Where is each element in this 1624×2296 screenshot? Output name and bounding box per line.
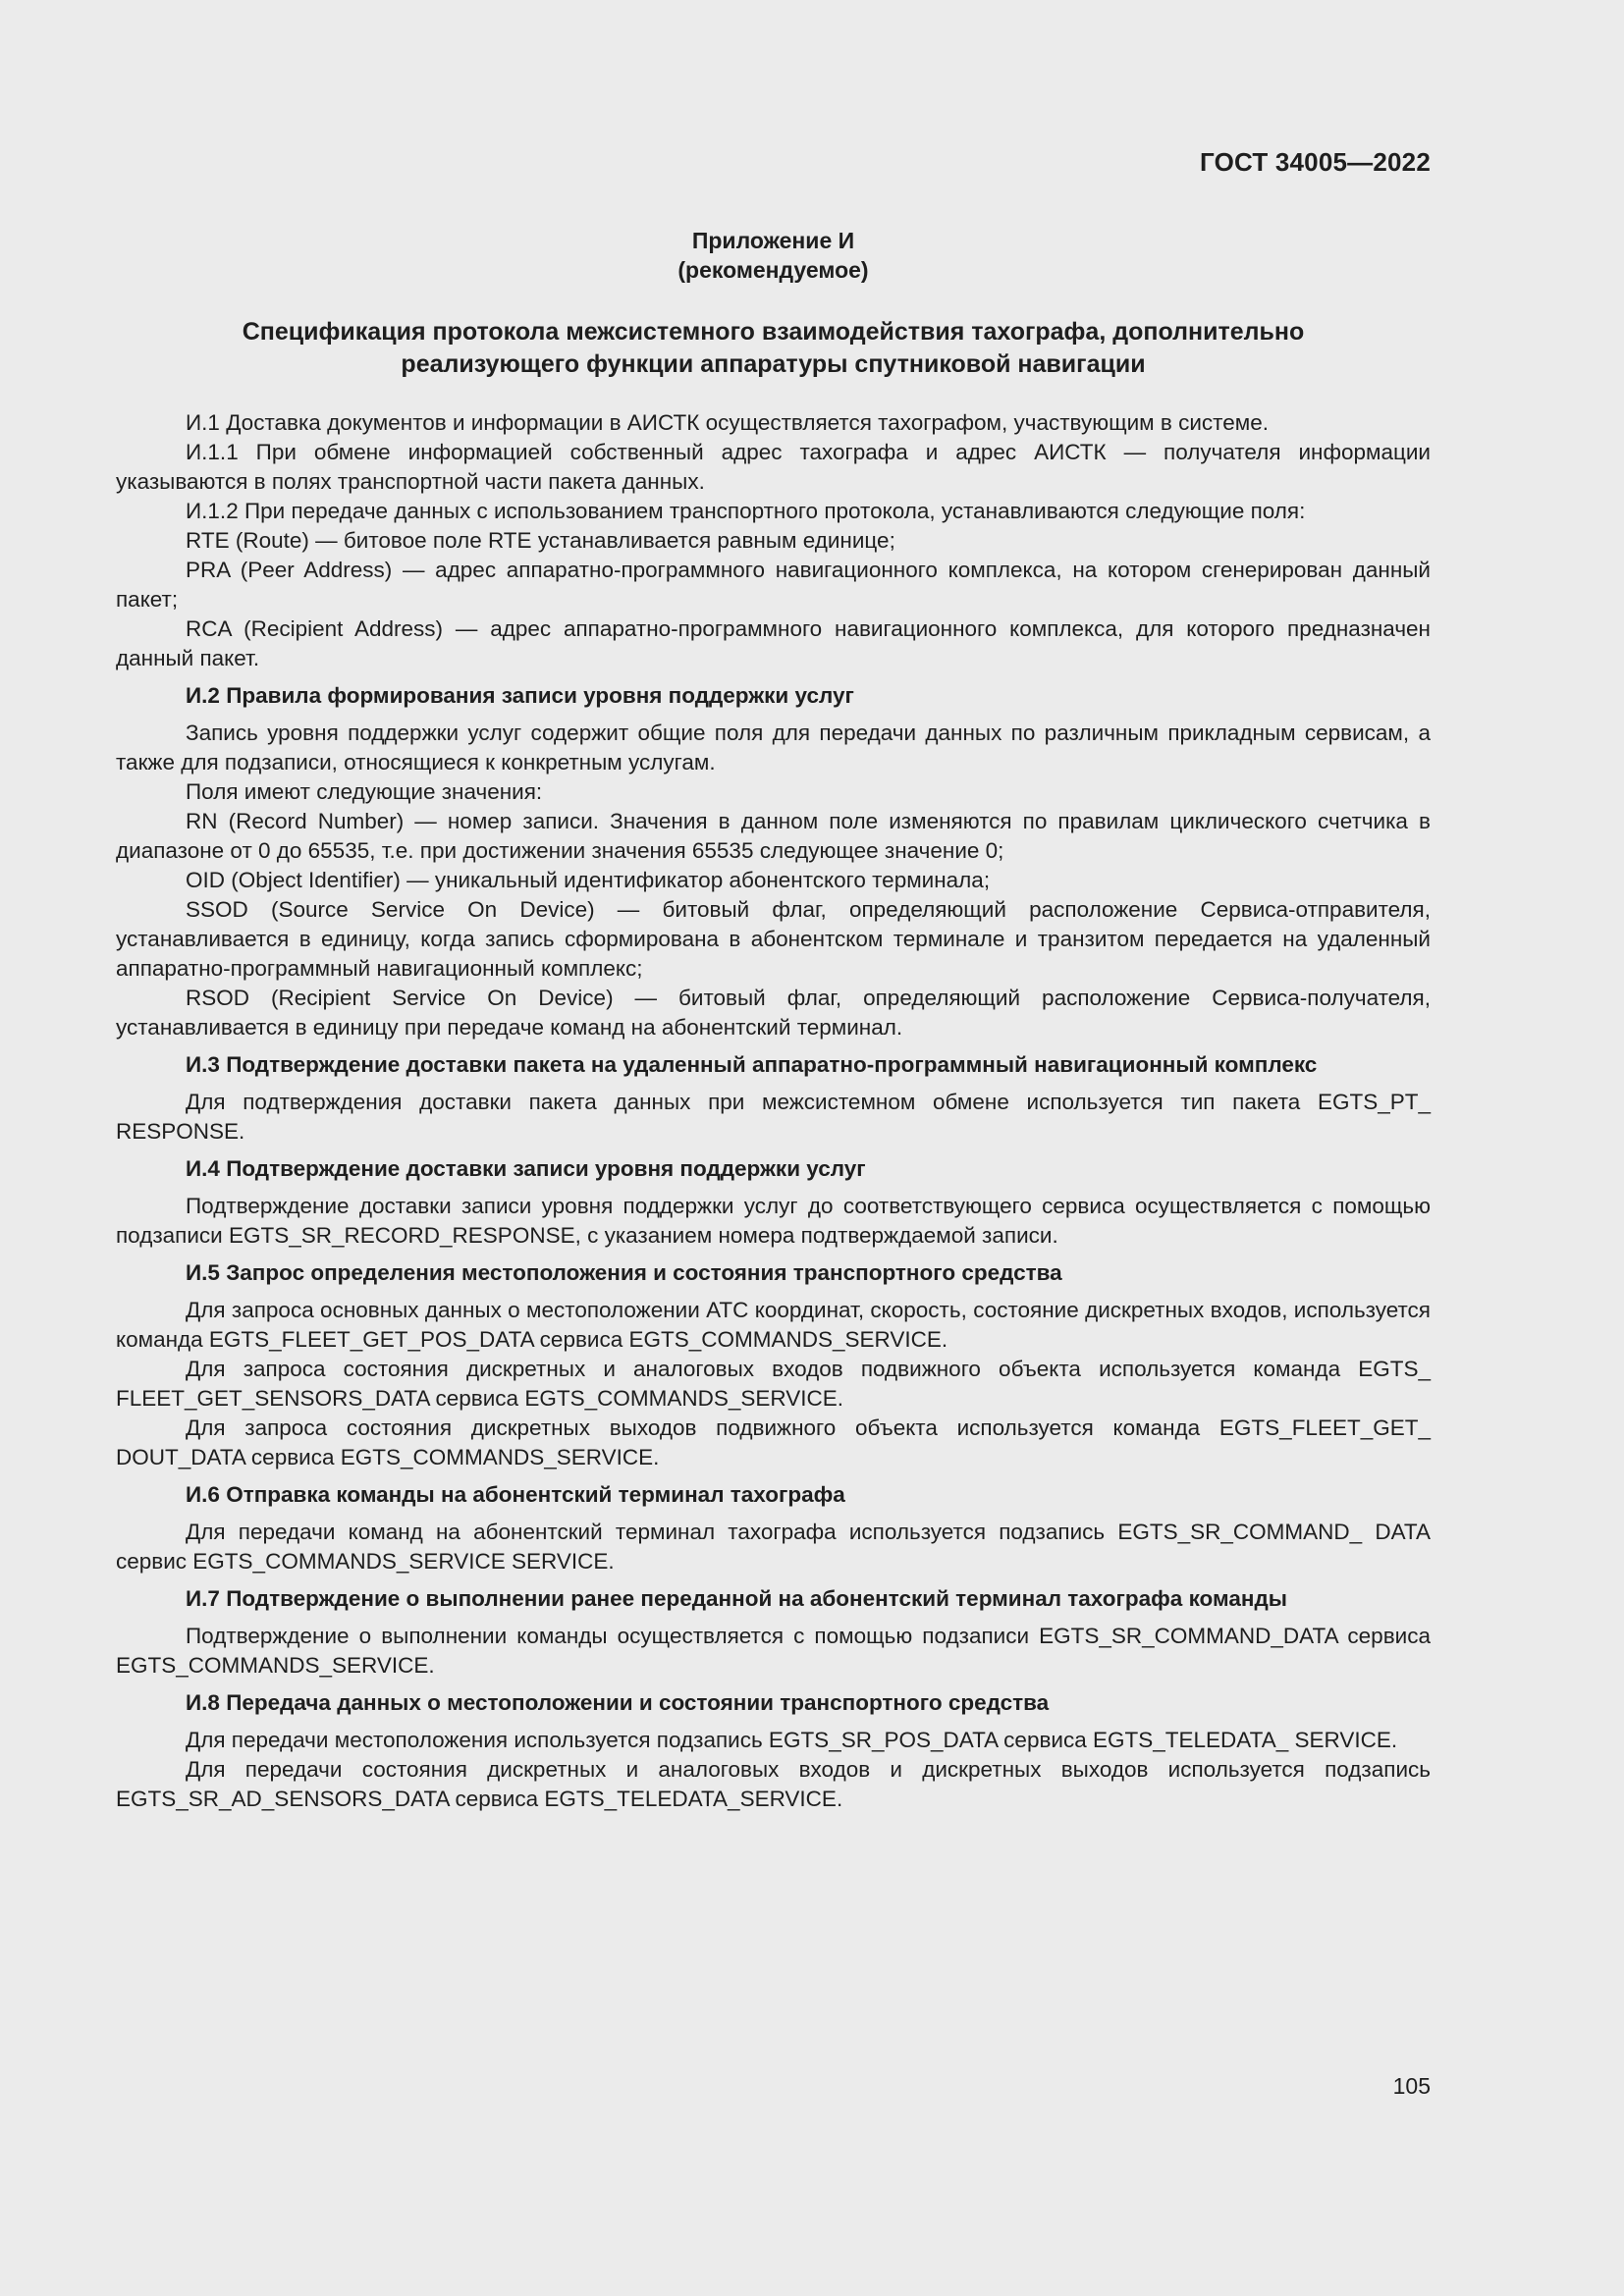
paragraph: PRA (Peer Address) — адрес аппаратно-программного навигационного комплекса, на котором сгенерирован данный пакет; [116,558,1431,612]
paragraph: SSOD (Source Service On Device) — битовый флаг, определяющий расположение Сервиса-отправителя, устанавливается в единицу, когда запись сформирована в абонентском терминале и транзитом передается на удаленный аппаратно-программный навигационный комплекс; [116,897,1431,981]
appendix-label: Приложение И [691,228,855,253]
section-heading: И.6 Отправка команды на абонентский терминал тахографа [186,1482,845,1507]
appendix-heading [116,226,1431,285]
section-heading: И.2 Правила формирования записи уровня поддержки услуг [186,683,854,708]
paragraph: RN (Record Number) — номер записи. Значения в данном поле изменяются по правилам циклического счетчика в диапазоне от 0 до 65535, т.е. при достижении значения 65535 следующее значение 0; [116,809,1431,863]
paragraph: Для подтверждения доставки пакета данных при межсистемном обмене используется тип пакета EGTS_PT_ RESPONSE. [116,1090,1431,1144]
appendix-type: (рекомендуемое) [677,257,869,283]
paragraph: И.1.1 При обмене информацией собственный адрес тахографа и адрес АИСТК — получателя информации указываются в полях транспортной части пакета данных. [116,440,1431,494]
section-heading: И.4 Подтверждение доставки записи уровня поддержки услуг [186,1156,866,1181]
page-number: 105 [1392,2073,1431,2099]
paragraph: RCA (Recipient Address) — адрес аппаратно-программного навигационного комплекса, для которого предназначен данный пакет. [116,616,1431,670]
paragraph: И.1.2 При передаче данных с использованием транспортного протокола, устанавливаются следующие поля: [186,499,1306,523]
paragraph: Поля имеют следующие значения: [186,779,543,804]
paragraph: Для передачи команд на абонентский терминал тахографа используется подзапись EGTS_SR_COMMAND_ DATA сервис EGTS_COMMANDS_SERVICE SERVICE. [116,1520,1431,1574]
paragraph: Для передачи местоположения используется подзапись EGTS_SR_POS_DATA сервиса EGTS_TELEDATA_ SERVICE. [186,1728,1398,1752]
paragraph: Для передачи состояния дискретных и аналоговых входов и дискретных выходов используется подзапись EGTS_SR_AD_SENSORS_DATA сервиса EGTS_TELEDATA_SERVICE. [116,1757,1431,1811]
section-heading: И.8 Передача данных о местоположении и состоянии транспортного средства [186,1690,1050,1715]
paragraph: Подтверждение доставки записи уровня поддержки услуг до соответствующего сервиса осуществляется с помощью подзаписи EGTS_SR_RECORD_RESPONSE, с указанием номера подтверждаемой записи. [116,1194,1431,1248]
paragraph: Для запроса основных данных о местоположении АТС координат, скорость, состояние дискретных входов, используется команда EGTS_FLEET_GET_POS_DATA сервиса EGTS_COMMANDS_SERVICE. [116,1298,1431,1352]
document-body [116,408,1431,1814]
paragraph: Для запроса состояния дискретных выходов подвижного объекта используется команда EGTS_FLEET_GET_ DOUT_DATA сервиса EGTS_COMMANDS_SERVICE. [116,1415,1431,1469]
paragraph: И.1 Доставка документов и информации в АИСТК осуществляется тахографом, участвующим в системе. [186,410,1269,435]
document-title: Спецификация протокола межсистемного взаимодействия тахографа, дополнительно реализующего функции аппаратуры спутниковой навигации [242,318,1305,378]
paragraph: Подтверждение о выполнении команды осуществляется с помощью подзаписи EGTS_SR_COMMAND_DATA сервиса EGTS_COMMANDS_SERVICE. [116,1624,1431,1678]
section-heading: И.3 Подтверждение доставки пакета на удаленный аппаратно-программный навигационный комплекс [186,1052,1318,1077]
standard-code: ГОСТ 34005—2022 [1200,147,1431,177]
paragraph: OID (Object Identifier) — уникальный идентификатор абонентского терминала; [186,868,991,892]
paragraph: RTE (Route) — битовое поле RTE устанавливается равным единице; [186,528,895,553]
section-heading: И.7 Подтверждение о выполнении ранее переданной на абонентский терминал тахографа команды [186,1586,1287,1611]
section-heading: И.5 Запрос определения местоположения и состояния транспортного средства [186,1260,1062,1285]
paragraph: Для запроса состояния дискретных и аналоговых входов подвижного объекта используется команда EGTS_ FLEET_GET_SENSORS_DATA сервиса EGTS_COMMANDS_SERVICE. [116,1357,1431,1411]
paragraph: RSOD (Recipient Service On Device) — битовый флаг, определяющий расположение Сервиса-получателя, устанавливается в единицу при передаче команд на абонентский терминал. [116,986,1431,1040]
paragraph: Запись уровня поддержки услуг содержит общие поля для передачи данных по различным прикладным сервисам, а также для подзаписи, относящиеся к конкретным услугам. [116,721,1431,774]
